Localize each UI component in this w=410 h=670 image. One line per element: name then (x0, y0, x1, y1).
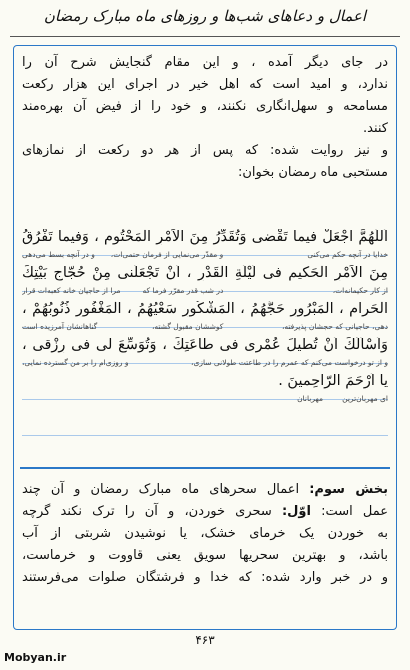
translation-segment: از کار حکیمانه‌ات، (332, 286, 388, 295)
translation-segment: و روزی‌ام را بر من گسترده نمایی، (22, 358, 129, 367)
dua-rule (22, 435, 388, 436)
section-line-4: باشد، و بهترین سحریها سویق یعنی قاووت و خرماست، (22, 548, 388, 563)
translation-segment: گناهانشان آمرزیده است (22, 322, 98, 331)
intro-line-1: در جای دیگر آمده ، و این مقام گنجایش شرح آن را (22, 55, 388, 70)
dua-translation (22, 322, 388, 334)
dua-arabic-line: وَاَسْاَلُكَ اَنْ تُطیلَ عُمْری فی طاعَتِكَ ، وَتُوَسِّعَ لی فی رِزْقی ، (22, 337, 388, 353)
section-label: بخش سوم: (309, 482, 388, 497)
page-number: ۴۶۳ (195, 633, 215, 647)
intro-line-5: و نیز روایت شده: که پس از هر دو رکعت از نمازهای (22, 143, 388, 158)
translation-segment: و در آنچه بسط می‌دهی (22, 250, 95, 259)
intro-line-4: کنند. (363, 121, 388, 136)
translation-segment: در شب قدر مقرّر فرما که (142, 286, 224, 295)
dua-translation (22, 286, 388, 298)
translation-segment: خدایا در آنچه حکم می‌کنی (307, 250, 388, 259)
header-rule (10, 36, 400, 37)
dua-arabic-line: یا اَرْحَمَ الرّاحِمینَ . (278, 373, 388, 389)
intro-line-3: مسامحه و سهل‌انگاری نکنند، و خود را از فیض آن بهره‌مند (22, 99, 388, 114)
running-title: اعمال و دعاهای شب‌ها و روزهای ماه مبارک رمضان (43, 7, 367, 25)
intro-line-2: ندارد، و امید است که اهل خیر در اجرای این هزار رکعت (22, 77, 388, 92)
dua-arabic-line: مِنَ الاَمْرِ الْحَكیمِ فی لَیْلَةِ الْقَدْرِ ، اَنْ تَجْعَلَنی مِنْ حُجّاجِ بَیْتِكَ (22, 265, 388, 281)
section-line-3: به خوردن یک خرمای خشک، یا نوشیدن شربتی از آب (22, 526, 388, 541)
translation-segment: و مقدّر می‌نمایی از فرمان حتمی‌ات، (110, 250, 224, 259)
dua-arabic-line: اَللّهُمَّ اجْعَلْ فیما تَقْضی وَتُقَدِّرُ مِنَ الاَمْرِ الْمَحْتُومِ ، وَفیما تَفْرُقُ (22, 229, 388, 245)
section-line-2 (22, 501, 388, 522)
section-text: اعمال سحرهای ماه مبارک رمضان و آن چند (22, 482, 300, 497)
dua-translation (22, 358, 388, 370)
page-header (0, 0, 410, 40)
section-text: سحری خوردن، و آن را ترک نکند گرچه (22, 504, 272, 519)
intro-line-6: مستحبی ماه رمضان بخوان: (237, 165, 388, 180)
section-line-1 (22, 479, 388, 500)
translation-segment: دهی، حاجیانی که حجشان پذیرفته، (281, 322, 388, 331)
translation-segment: مهربانان (297, 394, 323, 403)
translation-segment: کوششان مقبول گشته، (151, 322, 224, 331)
dua-translation (22, 250, 388, 262)
section-divider (20, 467, 390, 469)
section-line-5: و در خبر وارد شده: که خدا و فرشتگان صلوات می‌فرستند (22, 570, 388, 585)
item-label: اوّل: (281, 504, 311, 519)
dua-arabic-line: الْحَرامِ ، الْمَبْرُورِ حَجُّهُمُ ، الْمَشْكُورِ سَعْیُهُمُ ، الْمَغْفُورِ ذُنُوبُهُمْ ، (22, 301, 388, 317)
section-text: عمل است: (321, 504, 388, 519)
dua-translation (22, 394, 388, 406)
translation-segment: و از تو درخواست می‌کنم که عمرم را در طاعتت طولانی سازی، (191, 358, 388, 367)
translation-segment: ای مهربان‌ترین (342, 394, 388, 403)
translation-segment: مرا از حاجیان خانه کعبه‌ات قرار (22, 286, 121, 295)
watermark: Mobyan.ir (4, 651, 67, 664)
